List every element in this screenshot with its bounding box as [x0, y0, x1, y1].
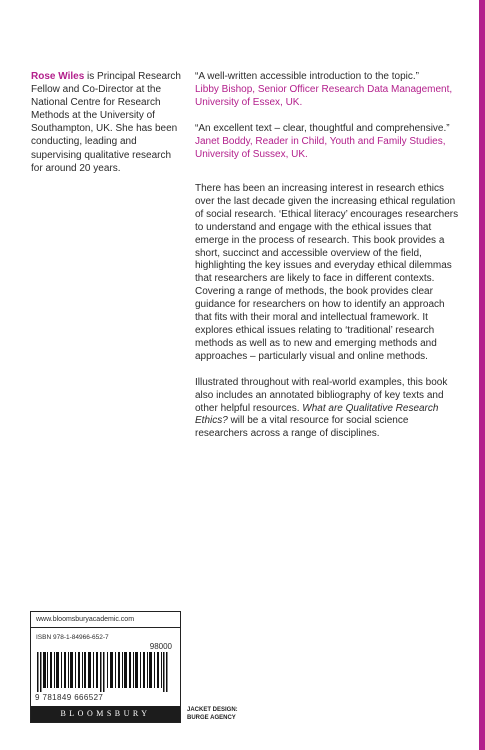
isbn-text: ISBN 978-1-84966-652-7 — [36, 634, 109, 641]
endorsement-quote: “An excellent text – clear, thoughtful and comprehensive.” — [195, 123, 450, 135]
description-text: will be a vital resource for social science researchers across a range of disciplines. — [195, 415, 409, 440]
jacket-credit-agency: BURGE AGENCY — [187, 714, 236, 721]
author-name: Rose Wiles — [31, 71, 85, 82]
endorsements — [195, 70, 457, 175]
author-bio — [31, 70, 181, 175]
endorsement-attribution: Libby Bishop, Senior Officer Research Data Management, University of Essex, UK. — [195, 84, 453, 109]
price-code: 98000 — [149, 642, 172, 651]
jacket-credit-label: JACKET DESIGN: — [187, 707, 238, 713]
description-paragraph-1: There has been an increasing interest in research ethics over the last decade given the increasing ethical regulation of social research. ‘Ethical literacy’ encourages researchers to understand and engage with the ethical issues that emerge in the process of research. This book provides a short, succinct and accessible overview of the field, highlighting the key issues and everyday ethical dilemmas that researchers are likely to face in different contexts. Covering a range of methods, the book provides clear guidance for researchers on how to identify an approach that fits with their moral and intellectual framework. It explores ethical issues relating to ‘traditional’ research methods as well as to new and emerging methods and approaches – particularly visual and online methods. — [195, 183, 459, 362]
endorsement-quote: “A well-written accessible introduction to the topic.” — [195, 71, 419, 82]
author-bio-text: is Principal Research Fellow and Co-Director at the National Centre for Research Methods at the University of Southampton, UK. She has been conducting, leading and supervising qualitative research for around 20 years. — [31, 71, 181, 174]
description-text: Illustrated throughout with real-world examples, this book also includes an annotated bibliography of key texts and other helpful resources. — [195, 376, 448, 414]
spine-color-stripe — [479, 0, 485, 750]
publisher-logo: BLOOMSBURY — [31, 706, 180, 722]
endorsement-1 — [195, 70, 457, 109]
barcode-block — [30, 611, 181, 723]
book-title: What are Qualitative Research Ethics? — [195, 402, 439, 427]
endorsement-attribution: Janet Boddy, Reader in Child, Youth and Family Studies, University of Sussex, UK. — [195, 136, 446, 161]
book-description — [195, 183, 459, 454]
barcode-digits: 9 781849 666527 — [35, 693, 104, 702]
endorsement-2 — [195, 122, 457, 161]
barcode-bars — [37, 652, 175, 692]
jacket-credit — [187, 707, 238, 722]
description-paragraph-2 — [195, 377, 459, 442]
publisher-url: www.bloomsburyacademic.com — [31, 612, 180, 628]
